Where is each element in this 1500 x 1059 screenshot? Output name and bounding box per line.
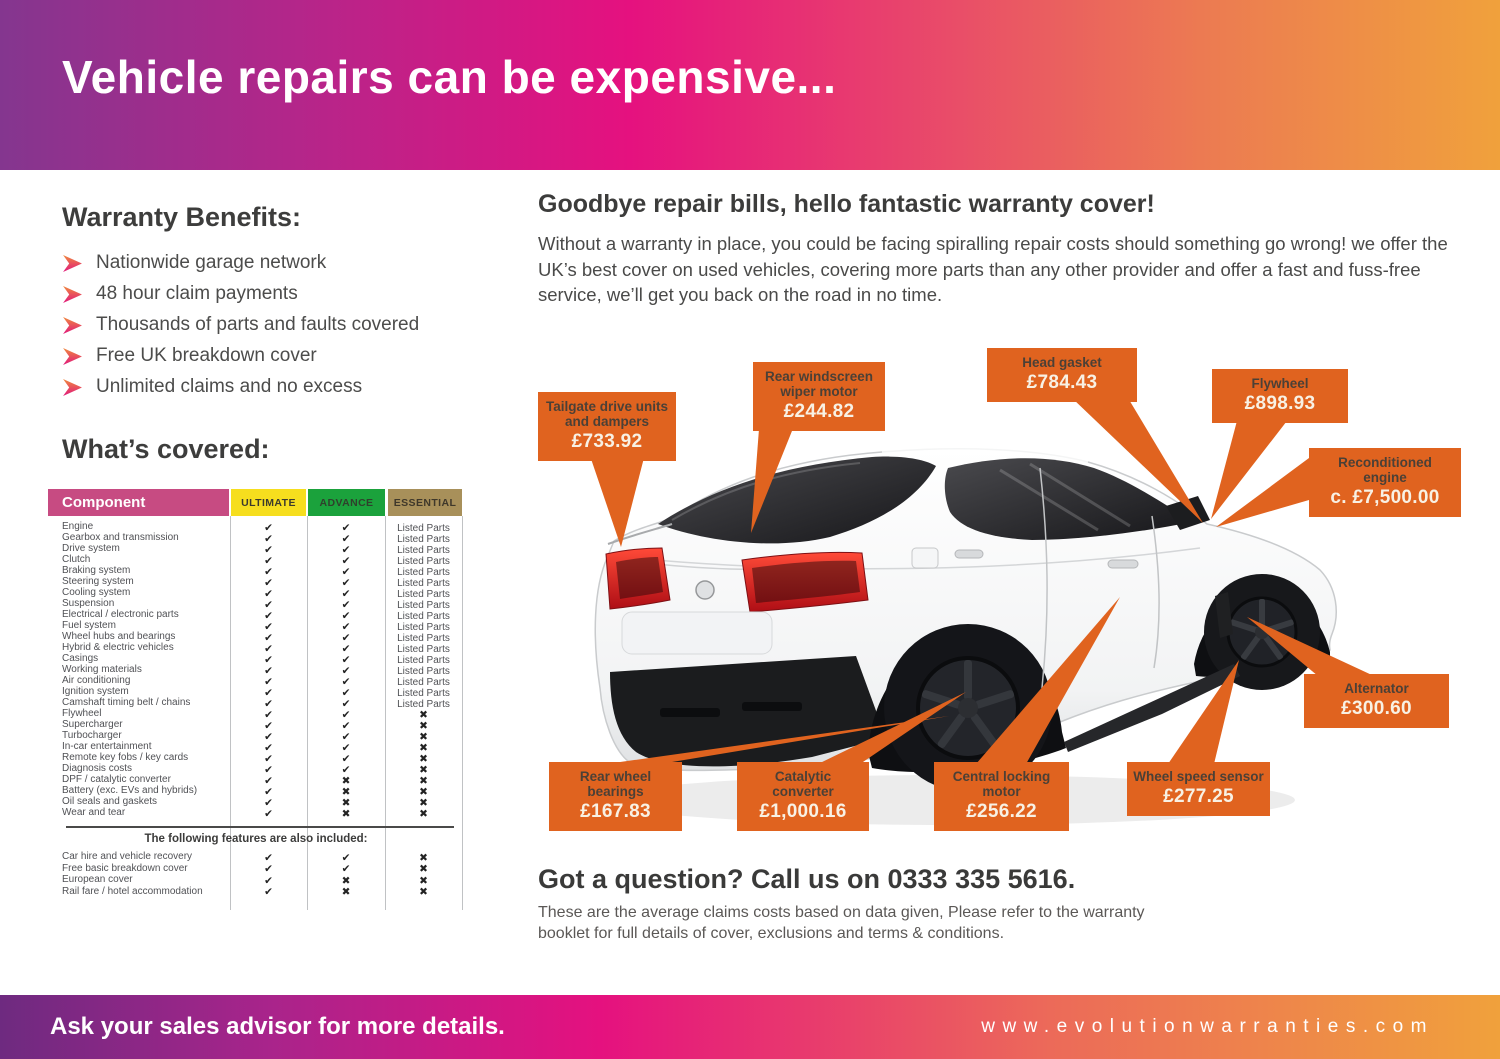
callout-price: £784.43 [1026, 372, 1098, 394]
benefit-label: 48 hour claim payments [96, 283, 298, 304]
check-icon: ✔ [341, 631, 351, 644]
column-ultimate: ULTIMATE [231, 489, 306, 516]
features-heading: The following features are also included: [144, 833, 368, 845]
banner-title: Vehicle repairs can be expensive... [62, 51, 837, 103]
whats-covered-section [48, 434, 464, 910]
component-label: Gearbox and transmission [62, 532, 179, 543]
listed-parts-label: Listed Parts [397, 533, 450, 545]
component-label: Working materials [62, 664, 142, 675]
callout-head-gasket [987, 348, 1137, 402]
check-icon: ✔ [264, 664, 273, 677]
listed-parts-label: Listed Parts [397, 544, 450, 556]
component-label: Wear and tear [62, 807, 126, 818]
check-icon: ✔ [341, 620, 351, 633]
component-label: Wheel hubs and bearings [62, 631, 176, 642]
check-icon: ✔ [264, 886, 273, 899]
component-rows [48, 521, 464, 818]
check-icon: ✔ [264, 874, 273, 887]
arrow-bullet-icon [62, 286, 83, 303]
benefit-item [62, 346, 482, 366]
component-label: Clutch [62, 554, 91, 565]
check-icon: ✔ [264, 785, 273, 798]
car-cost-diagram [530, 335, 1470, 865]
check-icon: ✔ [341, 686, 351, 699]
component-label: Casings [62, 653, 99, 664]
cross-icon: ✖ [419, 719, 428, 732]
check-icon: ✔ [341, 653, 351, 666]
check-icon: ✔ [264, 565, 273, 578]
covered-heading: What’s covered: [62, 434, 270, 464]
check-icon: ✔ [264, 697, 273, 710]
cross-icon: ✖ [419, 796, 428, 809]
cross-icon: ✖ [419, 774, 428, 787]
cross-icon: ✖ [419, 730, 428, 743]
main-heading: Goodbye repair bills, hello fantastic warranty cover! [538, 190, 1155, 218]
callout-price: £256.22 [966, 801, 1037, 823]
benefit-item [62, 315, 482, 335]
callout-label: Reconditioned engine [1338, 455, 1432, 486]
callout-label: Head gasket [1022, 355, 1102, 370]
check-icon: ✔ [341, 664, 351, 677]
component-label: Air conditioning [62, 675, 131, 686]
benefits-list [62, 253, 482, 397]
arrow-bullet-icon [62, 348, 83, 365]
table-row [48, 886, 464, 898]
check-icon: ✔ [341, 708, 351, 721]
feature-rows [48, 851, 464, 897]
cross-icon: ✖ [341, 886, 351, 899]
check-icon: ✔ [264, 598, 273, 611]
cross-icon: ✖ [419, 886, 428, 899]
component-label: Drive system [62, 543, 120, 554]
component-label: Electrical / electronic parts [62, 609, 179, 620]
benefit-label: Unlimited claims and no excess [96, 376, 363, 397]
footer-bar [0, 995, 1500, 1059]
check-icon: ✔ [341, 554, 351, 567]
cross-icon: ✖ [419, 708, 428, 721]
benefit-label: Thousands of parts and faults covered [96, 314, 420, 335]
check-icon: ✔ [341, 763, 351, 776]
component-label: Supercharger [62, 719, 123, 730]
component-label: Steering system [62, 576, 134, 587]
check-icon: ✔ [341, 565, 351, 578]
cross-icon: ✖ [419, 874, 428, 887]
check-icon: ✔ [264, 642, 273, 655]
callout-price: £898.93 [1244, 393, 1316, 415]
callout-wiper [753, 362, 885, 431]
features-divider [66, 826, 454, 828]
check-icon: ✔ [264, 851, 273, 864]
check-icon: ✔ [264, 587, 273, 600]
component-label: Diagnosis costs [62, 763, 133, 774]
warranty-benefits-section [62, 202, 482, 408]
intro-paragraph: Without a warranty in place, you could be facing spiralling repair costs should something go wrong! we offer the UK’s best cover on used vehicles, covering more parts than any other provider and offer a fast and fuss-free service, we’ll get you back on the road in no time. [538, 233, 1448, 306]
cross-icon: ✖ [419, 752, 428, 765]
check-icon: ✔ [341, 598, 351, 611]
callout-label: Alternator [1344, 681, 1409, 696]
check-icon: ✔ [264, 675, 273, 688]
check-icon: ✔ [341, 863, 351, 876]
callout-catalytic [737, 762, 869, 831]
callout-label: Wheel speed sensor [1133, 769, 1264, 784]
check-icon: ✔ [264, 719, 273, 732]
check-icon: ✔ [341, 642, 351, 655]
callout-tailgate [538, 392, 676, 461]
cross-icon: ✖ [341, 785, 351, 798]
callout-price: £733.92 [571, 431, 643, 453]
check-icon: ✔ [264, 741, 273, 754]
callout-wheel-speed [1127, 762, 1270, 816]
callout-price: £1,000.16 [759, 801, 847, 823]
check-icon: ✔ [264, 631, 273, 644]
column-component: Component [48, 489, 229, 516]
benefits-heading: Warranty Benefits: [62, 202, 302, 232]
check-icon: ✔ [341, 576, 351, 589]
check-icon: ✔ [264, 653, 273, 666]
component-label: Oil seals and gaskets [62, 796, 158, 807]
listed-parts-label: Listed Parts [397, 654, 450, 666]
callout-price: c. £7,500.00 [1330, 487, 1440, 509]
check-icon: ✔ [341, 741, 351, 754]
listed-parts-label: Listed Parts [397, 687, 450, 699]
listed-parts-label: Listed Parts [397, 632, 450, 644]
callout-label: Catalytic converter [772, 769, 834, 800]
check-icon: ✔ [264, 543, 273, 556]
arrow-bullet-icon [62, 317, 83, 334]
check-icon: ✔ [264, 609, 273, 622]
component-label: Rail fare / hotel accommodation [62, 885, 203, 897]
component-label: Hybrid & electric vehicles [62, 642, 174, 653]
component-label: DPF / catalytic converter [62, 774, 171, 785]
check-icon: ✔ [341, 697, 351, 710]
listed-parts-label: Listed Parts [397, 555, 450, 567]
check-icon: ✔ [264, 730, 273, 743]
column-advance: ADVANCE [308, 489, 385, 516]
component-label: Battery (exc. EVs and hybrids) [62, 785, 198, 796]
component-label: Ignition system [62, 686, 129, 697]
component-label: Flywheel [62, 708, 102, 719]
cross-icon: ✖ [341, 807, 351, 820]
listed-parts-label: Listed Parts [397, 665, 450, 677]
check-icon: ✔ [264, 763, 273, 776]
callout-label: Central locking motor [952, 769, 1051, 800]
check-icon: ✔ [341, 752, 351, 765]
callout-price: £167.83 [580, 801, 651, 823]
cross-icon: ✖ [341, 796, 351, 809]
benefit-item [62, 284, 482, 304]
component-label: Fuel system [62, 620, 116, 631]
callout-label: Flywheel [1251, 376, 1309, 391]
cross-icon: ✖ [419, 807, 428, 820]
callout-price: £244.82 [783, 401, 855, 423]
cross-icon: ✖ [341, 874, 351, 887]
check-icon: ✔ [264, 554, 273, 567]
check-icon: ✔ [341, 587, 351, 600]
component-label: Free basic breakdown cover [62, 862, 188, 874]
check-icon: ✔ [264, 686, 273, 699]
callout-label: Rear windscreen wiper motor [764, 369, 874, 400]
disclaimer-text: These are the average claims costs based on data given, Please refer to the warranty booklet for full details of cover, exclusions and terms & conditions. [538, 904, 1145, 942]
check-icon: ✔ [264, 620, 273, 633]
column-essential: ESSENTIAL [388, 489, 462, 516]
callout-price: £300.60 [1341, 698, 1412, 720]
check-icon: ✔ [341, 719, 351, 732]
callout-label: Rear wheel bearings [579, 769, 652, 800]
benefit-item [62, 253, 482, 273]
listed-parts-label: Listed Parts [397, 610, 450, 622]
callout-label: Tailgate drive units and dampers [545, 399, 669, 430]
component-label: Car hire and vehicle recovery [62, 851, 193, 863]
listed-parts-label: Listed Parts [397, 676, 450, 688]
check-icon: ✔ [264, 708, 273, 721]
cross-icon: ✖ [419, 863, 428, 876]
listed-parts-label: Listed Parts [397, 599, 450, 611]
check-icon: ✔ [341, 730, 351, 743]
component-label: Turbocharger [62, 730, 122, 741]
footer-website: www.evolutionwarranties.com [981, 1016, 1434, 1037]
check-icon: ✔ [341, 609, 351, 622]
top-banner [0, 0, 1500, 170]
footer-cta: Ask your sales advisor for more details. [50, 1013, 505, 1040]
component-label: Remote key fobs / key cards [62, 752, 189, 763]
benefit-label: Free UK breakdown cover [96, 345, 317, 366]
table-row [48, 807, 464, 818]
check-icon: ✔ [264, 752, 273, 765]
cross-icon: ✖ [419, 741, 428, 754]
listed-parts-label: Listed Parts [397, 588, 450, 600]
component-label: Engine [62, 521, 94, 532]
callout-rear-bearings [549, 762, 682, 831]
check-icon: ✔ [264, 807, 273, 820]
arrow-bullet-icon [62, 379, 83, 396]
callout-central-locking [934, 762, 1069, 831]
check-icon: ✔ [264, 521, 273, 534]
check-icon: ✔ [341, 675, 351, 688]
benefit-item [62, 377, 482, 397]
check-icon: ✔ [341, 543, 351, 556]
check-icon: ✔ [341, 532, 351, 545]
listed-parts-label: Listed Parts [397, 698, 450, 710]
check-icon: ✔ [341, 521, 351, 534]
listed-parts-label: Listed Parts [397, 577, 450, 589]
check-icon: ✔ [264, 576, 273, 589]
check-icon: ✔ [264, 796, 273, 809]
callout-price: £277.25 [1163, 786, 1234, 808]
check-icon: ✔ [264, 774, 273, 787]
cross-icon: ✖ [419, 851, 428, 864]
component-label: European cover [62, 874, 133, 886]
cross-icon: ✖ [419, 763, 428, 776]
component-label: Camshaft timing belt / chains [62, 697, 191, 708]
question-heading: Got a question? Call us on 0333 335 5616. [538, 864, 1076, 894]
callout-engine [1309, 448, 1461, 517]
listed-parts-label: Listed Parts [397, 522, 450, 534]
check-icon: ✔ [341, 851, 351, 864]
cross-icon: ✖ [341, 774, 351, 787]
component-label: In-car entertainment [62, 741, 152, 752]
component-label: Cooling system [62, 587, 131, 598]
callout-alternator [1304, 674, 1449, 728]
listed-parts-label: Listed Parts [397, 621, 450, 633]
check-icon: ✔ [264, 532, 273, 545]
coverage-table-body [48, 516, 464, 910]
component-label: Braking system [62, 565, 131, 576]
arrow-bullet-icon [62, 255, 83, 272]
component-label: Suspension [62, 598, 115, 609]
check-icon: ✔ [264, 863, 273, 876]
coverage-table-header [48, 489, 464, 516]
cross-icon: ✖ [419, 785, 428, 798]
callout-flywheel [1212, 369, 1348, 423]
benefit-label: Nationwide garage network [96, 252, 327, 273]
listed-parts-label: Listed Parts [397, 643, 450, 655]
listed-parts-label: Listed Parts [397, 566, 450, 578]
